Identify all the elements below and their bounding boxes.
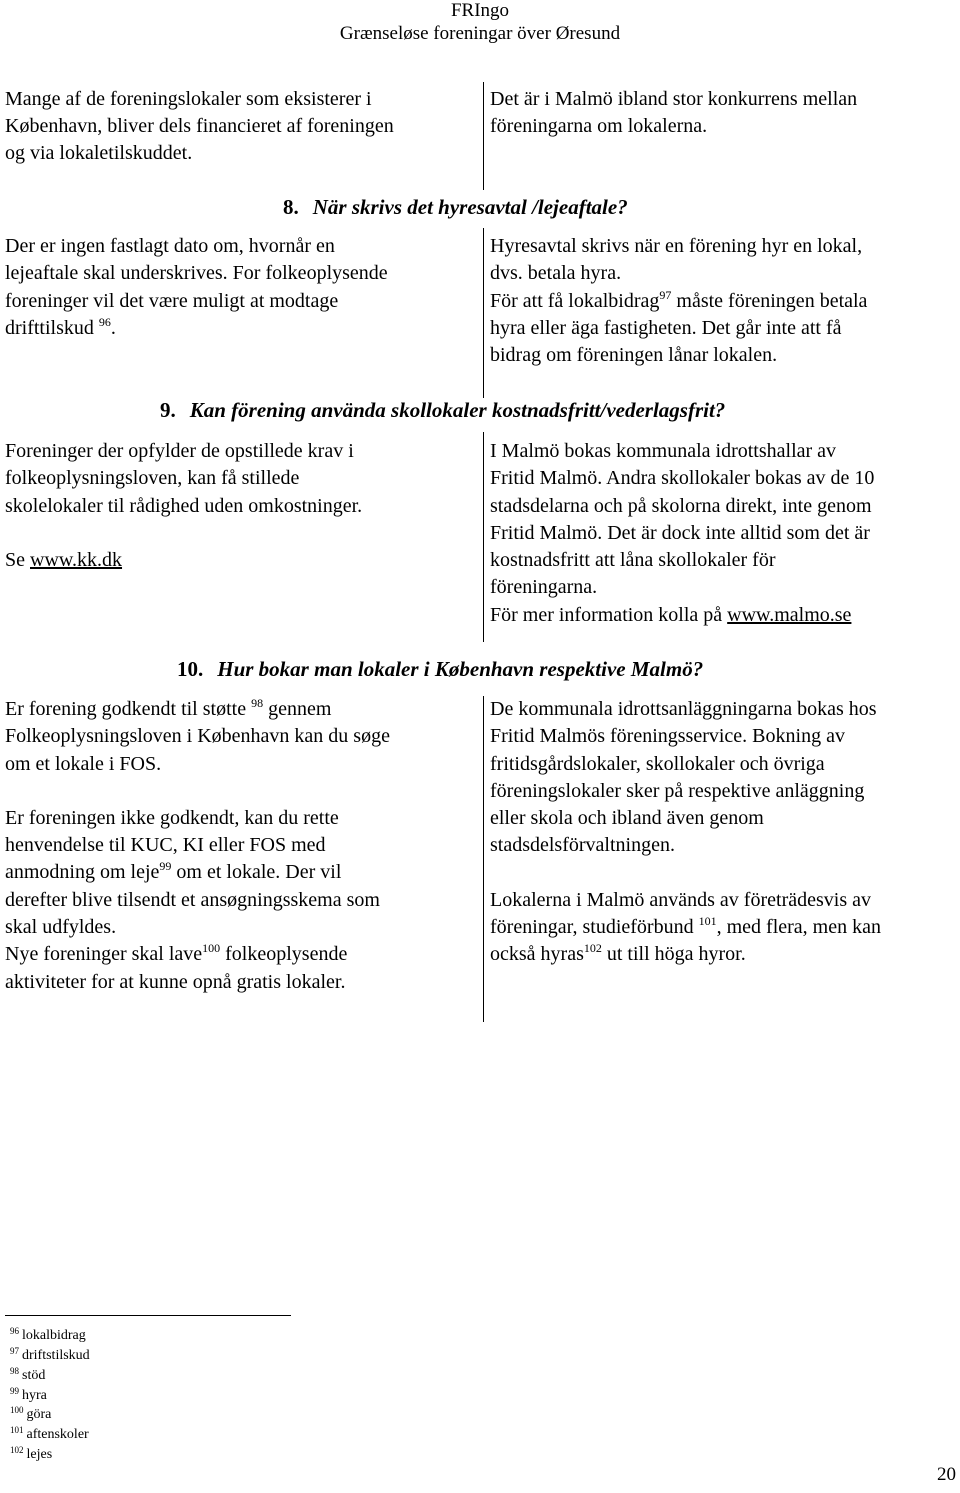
- column-divider: [483, 432, 484, 642]
- section-9-swedish-text: I Malmö bokas kommunala idrottshallar av Fritid Malmö. Andra skollokaler bokas av de 10 stadsdelarna och på skolorna direkt, inte genom Fritid Malmö. Det är dock inte alltid som det är kostnadsfritt att låna skollokaler för föreningarna. För mer information kolla på www.malmo.se: [490, 440, 875, 626]
- intro-swedish-text: Det är i Malmö ibland stor konkurrens mellan föreningarna om lokalerna.: [490, 88, 858, 137]
- column-divider: [483, 82, 484, 190]
- footnote-ref: 98: [251, 696, 264, 710]
- footnote: $^{97}$ driftstilskud: [10, 1346, 90, 1363]
- kk-dk-link[interactable]: www.kk.dk: [30, 548, 123, 571]
- column-divider: [483, 228, 484, 398]
- footnote: $^{100}$ göra: [10, 1405, 52, 1422]
- malmo-se-link[interactable]: www.malmo.se: [727, 603, 852, 626]
- footnote-ref: 100: [202, 941, 221, 956]
- column-divider: [483, 696, 484, 1022]
- section-9-danish-text: Foreninger der opfylder de opstillede krav i folkeoplysningsloven, kan få stillede skolelokaler til rådighed uden omkostninger. Se www.kk.dk: [5, 440, 363, 571]
- section-10-heading: 10. Hur bokar man lokaler i København respektive Malmö?: [177, 657, 704, 681]
- footnote-ref: 101: [698, 914, 717, 929]
- footnote-ref: 96: [98, 314, 111, 329]
- footnote-ref: 102: [583, 941, 602, 956]
- footnote-ref: 97: [659, 287, 672, 302]
- footnote: $^{102}$ lejes: [10, 1445, 53, 1462]
- section-8-danish-text: Der er ingen fastlagt dato om, hvornår en lejeaftale skal underskrives. For folkeoplysende foreninger vil det være muligt at modtage drifttilskud $^{96}$.: [5, 235, 388, 339]
- footnote: $^{96}$ lokalbidrag: [10, 1326, 86, 1343]
- document-header-title: FRIngo: [450, 0, 510, 21]
- section-10-swedish-text: De kommunala idrottsanläggningarna bokas hos Fritid Malmös föreningsservice. Bokning av fritidsgårdslokaler, skollokaler och övriga föreningslokaler sker på respektive anläggning eller skola och ibland även genom stadsdelsförvaltningen. Lokalerna i Malmö används av företrädesvis av föreningar, studieförbund $^{101}$, med flera, men kan också hyras$^{102}$ ut till höga hyror.: [490, 698, 881, 966]
- footnote-ref: 99: [159, 859, 172, 874]
- page-number: 20: [937, 1464, 956, 1485]
- footnote-separator: [5, 1315, 291, 1316]
- section-8-swedish-text: Hyresavtal skrivs när en förening hyr en lokal, dvs. betala hyra. För att få lokalbidrag$^{97}$ måste föreningen betala hyra eller äga fastigheten. Det går inte att få bidrag om föreningen lånar lokalen.: [490, 235, 868, 367]
- document-header-subtitle: Grænseløse foreningar över Øresund: [339, 23, 621, 44]
- footnote: $^{99}$ hyra: [10, 1386, 47, 1403]
- footnote: $^{101}$ aftenskoler: [10, 1425, 89, 1442]
- section-10-danish-text: Er forening godkendt til støtte $^{98}$ gennem Folkeoplysningsloven i København kan du søge om et lokale i FOS. Er foreningen ikke godkendt, kan du rette henvendelse til KUC, KI eller FOS med anmodning om leje$^{99}$ om et lokale. Der vil derefter blive tilsendt et ansøgningsskema som skal udfyldes. Nye foreninger skal lave$^{100}$ folkeoplysende aktiviteter for at kunne opnå gratis lokaler.: [5, 696, 390, 993]
- footnote: $^{98}$ stöd: [10, 1366, 46, 1383]
- section-8-heading: 8. När skrivs det hyresavtal /lejeaftale?: [283, 195, 628, 219]
- intro-danish-text: Mange af de foreningslokaler som eksisterer i København, bliver dels financieret af foreningen og via lokaletilskuddet.: [5, 88, 394, 164]
- section-9-heading: 9. Kan förening använda skollokaler kostnadsfritt/vederlagsfrit?: [160, 398, 726, 422]
